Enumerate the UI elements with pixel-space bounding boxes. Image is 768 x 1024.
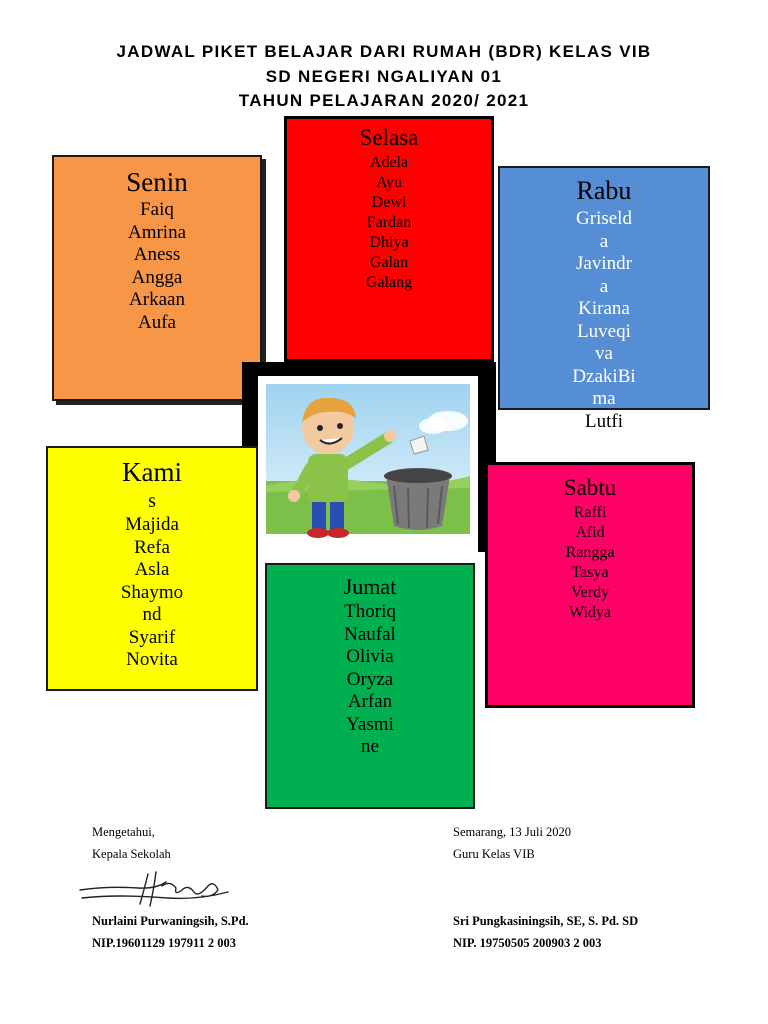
- list-item: Dewi: [371, 194, 407, 211]
- name-list-jumat: [267, 601, 473, 759]
- list-item: Kirana: [578, 298, 630, 319]
- day-title-rabu: Rabu: [576, 176, 632, 205]
- list-item: nd: [142, 604, 162, 625]
- list-item: Naufal: [344, 623, 396, 645]
- list-item: Griseld: [576, 208, 632, 229]
- list-item: Raffi: [573, 504, 607, 521]
- list-item: Olivia: [346, 646, 394, 667]
- day-title-jumat: Jumat: [343, 574, 397, 599]
- list-item: Yasmi: [346, 713, 394, 735]
- list-item: Javindr: [576, 253, 632, 274]
- footer-right-nip: NIP. 19750505 200903 2 003: [453, 936, 602, 950]
- list-item: Shaymo: [120, 581, 184, 603]
- center-illustration-frame: [242, 362, 496, 552]
- list-item: Syarif: [128, 626, 176, 648]
- list-item: ne: [361, 736, 379, 757]
- name-list-selasa: [287, 153, 491, 293]
- list-item: Faiq: [140, 199, 174, 220]
- name-list-kamis: [48, 514, 256, 672]
- day-box-jumat: [265, 563, 475, 809]
- title-line-1: JADWAL PIKET BELAJAR DARI RUMAH (BDR) KELAS VIB: [116, 42, 652, 61]
- footer-right-label-1: Semarang, 13 Juli 2020: [453, 825, 572, 839]
- day-title-kamis-line-1: Kami: [122, 457, 182, 487]
- list-item: Dhiya: [369, 234, 409, 251]
- list-item: Fardan: [366, 214, 412, 231]
- list-item: Aness: [133, 244, 181, 265]
- day-title-senin: Senin: [126, 167, 188, 197]
- list-item: Thoriq: [344, 601, 396, 622]
- day-title-kamis-line-2: s: [148, 490, 156, 512]
- list-item: Verdy: [570, 584, 610, 601]
- list-item: ma: [592, 388, 616, 409]
- day-title-selasa: Selasa: [359, 125, 419, 150]
- footer-left-name: Nurlaini Purwaningsih, S.Pd.: [92, 914, 249, 928]
- list-item: Lutfi: [585, 410, 623, 432]
- list-item: Afid: [575, 524, 605, 541]
- list-item: Widya: [568, 604, 611, 621]
- list-item: a: [599, 275, 609, 297]
- footer-right-label-2: Guru Kelas VIB: [453, 847, 535, 861]
- list-item: Asla: [134, 559, 170, 580]
- list-item: Arfan: [347, 691, 393, 712]
- list-item: Ayu: [375, 174, 403, 191]
- boy-throwing-trash-illustration: [258, 376, 478, 554]
- list-item: Adela: [369, 154, 409, 171]
- day-box-senin: [52, 155, 262, 401]
- list-item: Tasya: [571, 564, 609, 581]
- handwritten-signature: [78, 868, 238, 912]
- list-item: Angga: [131, 266, 183, 288]
- title-line-3: TAHUN PELAJARAN 2020/ 2021: [238, 91, 530, 110]
- list-item: Amrina: [127, 221, 187, 243]
- name-list-senin: [54, 199, 260, 334]
- list-item: Oryza: [346, 668, 394, 690]
- day-box-sabtu: [485, 462, 695, 708]
- list-item: Galang: [365, 274, 413, 291]
- list-item: Refa: [134, 536, 170, 558]
- list-item: a: [599, 230, 609, 252]
- title-line-2: SD NEGERI NGALIYAN 01: [265, 67, 503, 86]
- footer-left-nip: NIP.19601129 197911 2 003: [92, 936, 237, 950]
- list-item: Aufa: [138, 311, 176, 333]
- day-title-sabtu: Sabtu: [563, 475, 617, 500]
- list-item: va: [595, 343, 613, 364]
- footer-right-name: Sri Pungkasiningsih, SE, S. Pd. SD: [453, 914, 639, 928]
- list-item: Novita: [126, 649, 178, 670]
- trash-bin-illustration: [258, 376, 478, 554]
- list-item: Arkaan: [129, 289, 185, 310]
- day-box-rabu: [498, 166, 710, 432]
- day-box-kamis: [46, 446, 258, 691]
- list-item: Galan: [369, 254, 409, 271]
- list-item: DzakiBi: [572, 365, 636, 387]
- name-list-sabtu: [488, 503, 692, 623]
- footer-left-label-1: Mengetahui,: [92, 825, 155, 839]
- day-box-selasa: [284, 116, 494, 362]
- list-item: Rangga: [565, 544, 615, 561]
- list-item: Luveqi: [577, 320, 631, 342]
- list-item: Majida: [125, 514, 179, 535]
- name-list-rabu: [500, 208, 708, 433]
- footer-left-label-2: Kepala Sekolah: [92, 847, 171, 861]
